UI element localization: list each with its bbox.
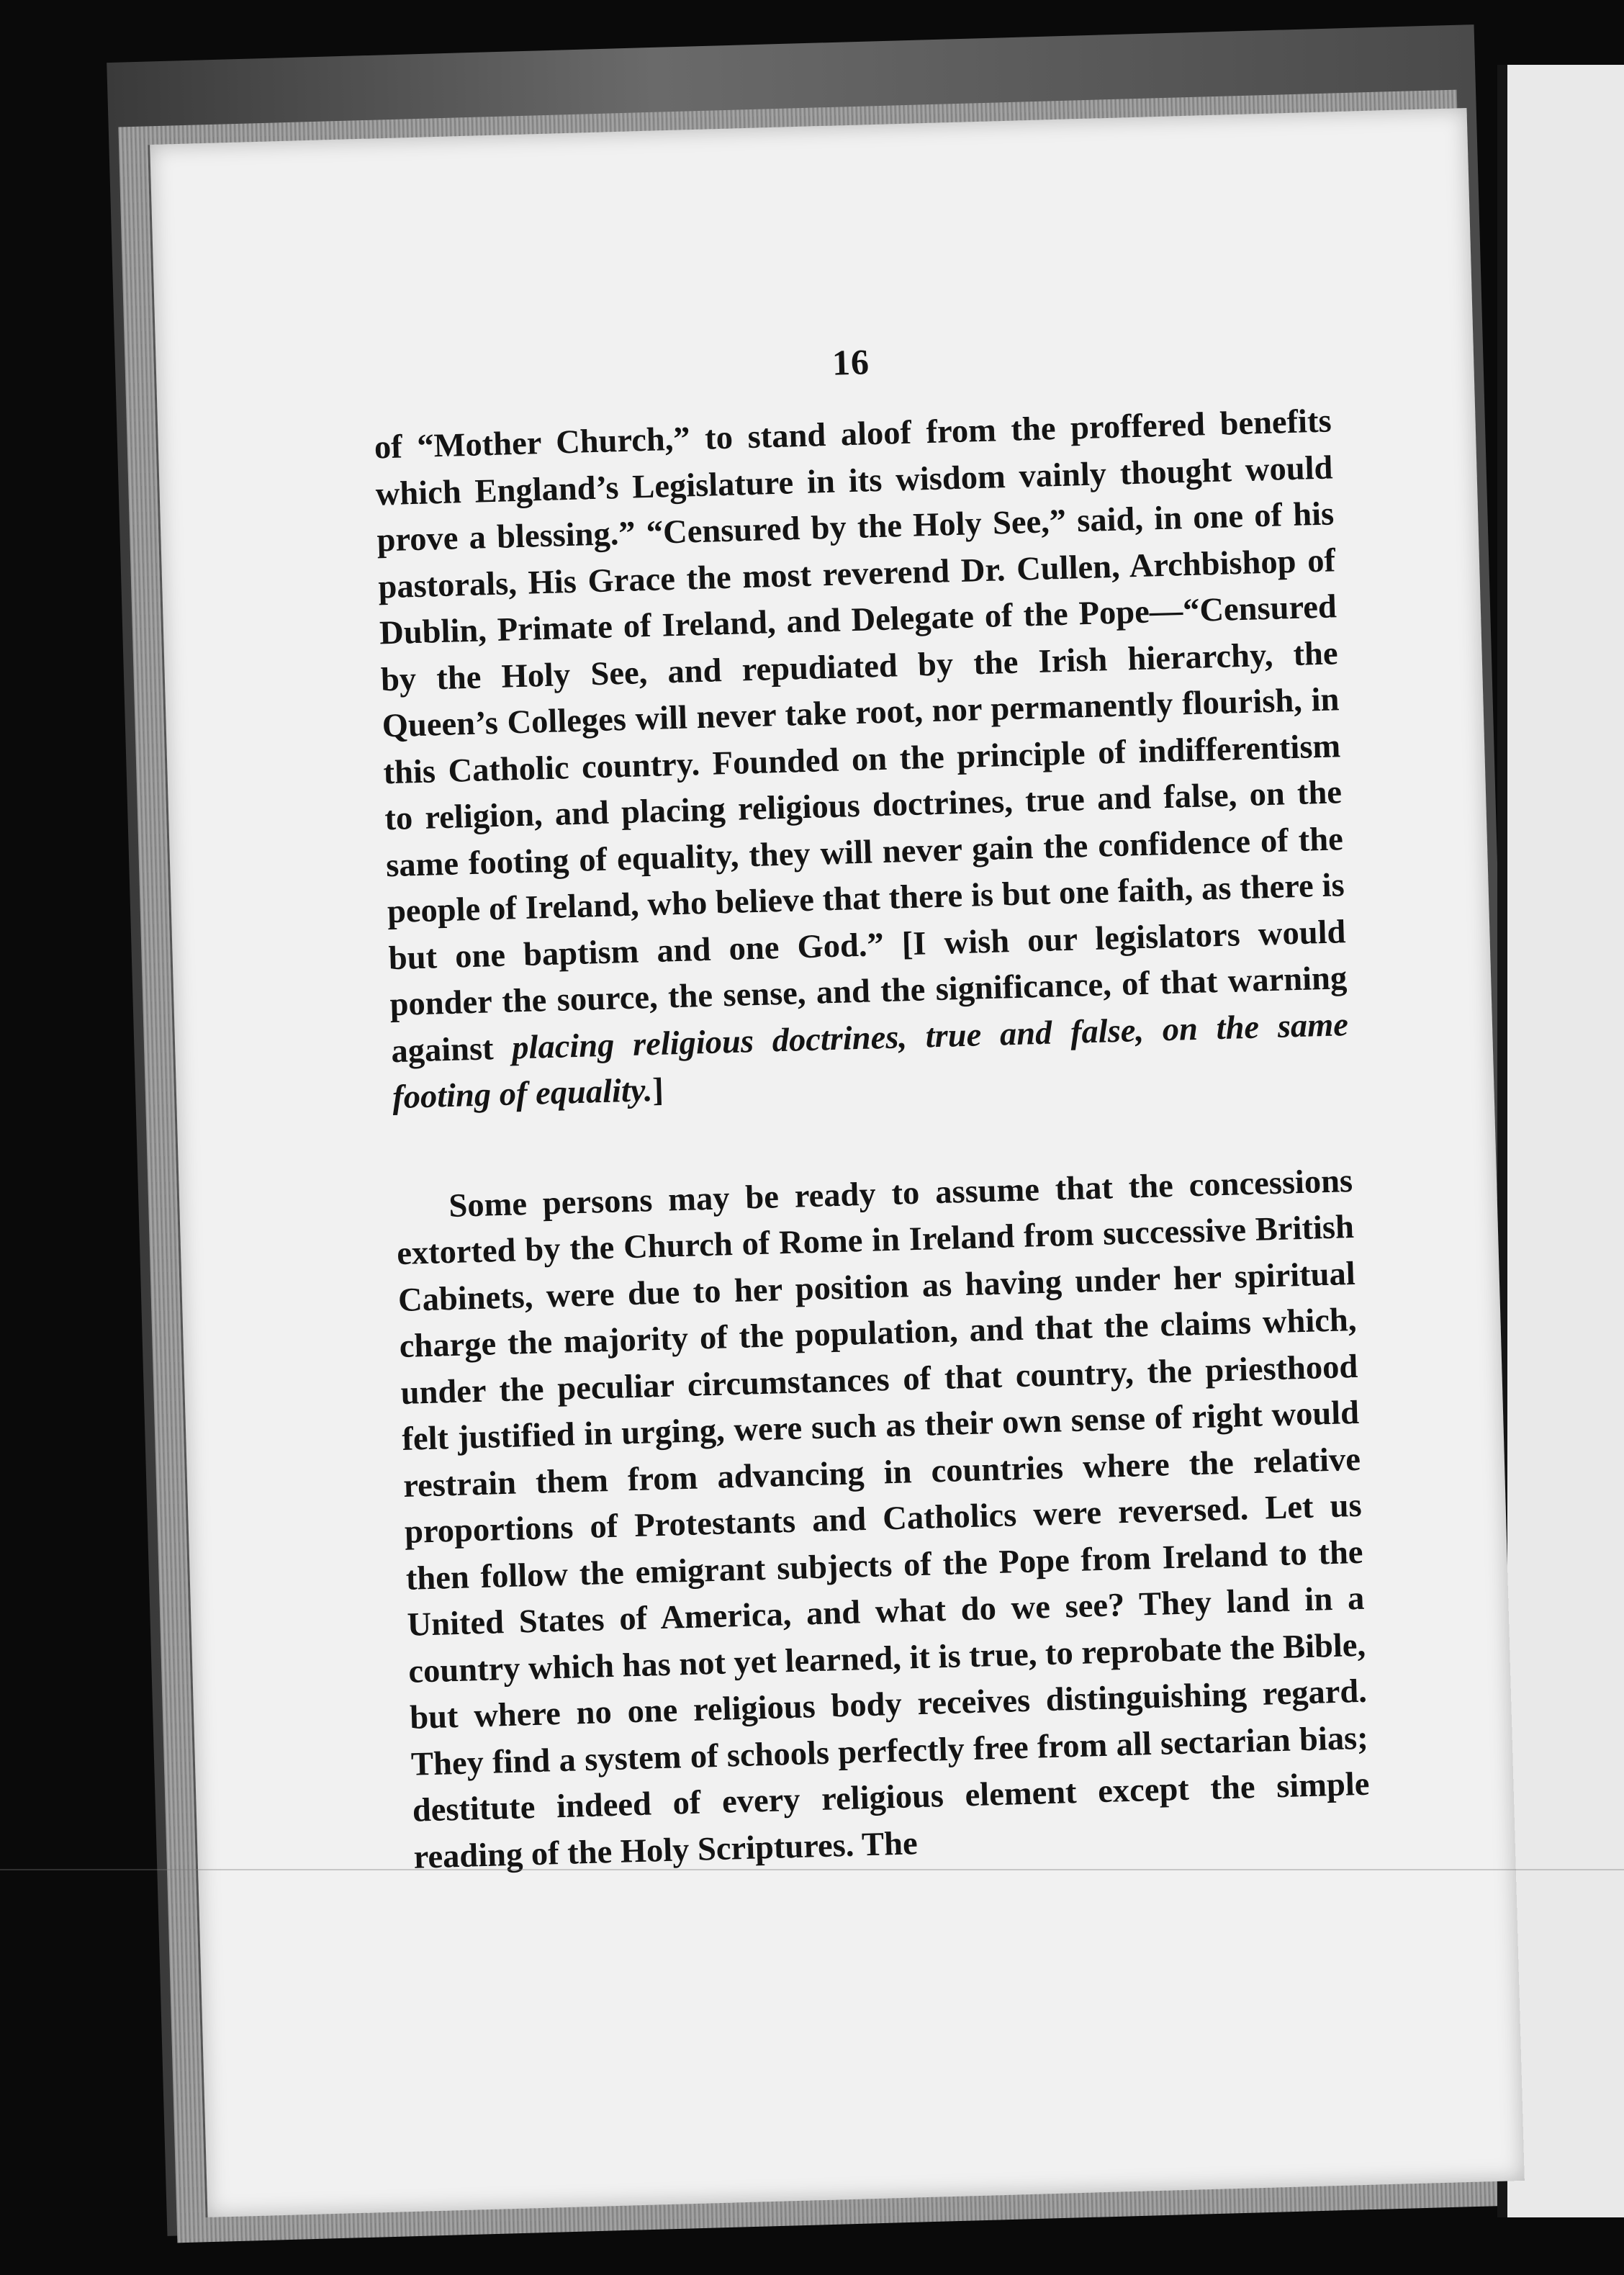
- paragraph-2: Some persons may be ready to assume that the concessions extorted by the Church of Rome in Ireland from successive British Cabinets, were due to her position as having under her spiritual charge the majority of the population, and that the claims which, under the peculiar circumstances of that country, the priesthood felt justified in urging, were such as their own sense of right would restrain them from advancing in countries where the relative proportions of Protestants and Catholics were reversed. Let us then follow the emigrant subjects of the Pope from Ireland to the United States of America, and what do we see? They land in a country which has not yet learned, it is true, to reprobate the Bible, but where no one religious body receives distinguishing regard. They find a system of schools perfectly free from all sectarian bias; destitute indeed of every religious element except the simple reading of the Holy Scriptures. The: [396, 1162, 1371, 1876]
- book-page: [148, 108, 1525, 2217]
- page-text-block: [371, 328, 1371, 1880]
- scan-artifact-line: [0, 1869, 1624, 1870]
- paragraph-1-closing-bracket: ]: [651, 1071, 664, 1109]
- paragraph-1-italic-emphasis: placing religious doctrines, true and false, on the same footing of equality.: [392, 1006, 1349, 1117]
- paragraph-1: [374, 398, 1350, 1121]
- page-number: 16: [831, 341, 870, 383]
- paragraph-1-text: of “Mother Church,” to stand aloof from the proffered benefits which England’s Legislature in its wisdom vainly thought would prove a blessing.” “Censured by the Holy See,” said, in one of his pastorals, His Grace the most reverend Dr. Cullen, Archbishop of Dublin, Primate of Ireland, and Delegate of the Pope—“Censured by the Holy See, and repudiated by the Irish hierarchy, the Queen’s Colleges will never take root, nor permanently flourish, in this Catholic country. Founded on the principle of indifferentism to religion, and placing religious doctrines, true and false, on the same footing of equality, they will never gain the confidence of the people of Ireland, who believe that there is but one faith, as there is but one baptism and one God.” [I wish our legislators would ponder the source, the sense, and the significance, of that warning against: [374, 402, 1348, 1070]
